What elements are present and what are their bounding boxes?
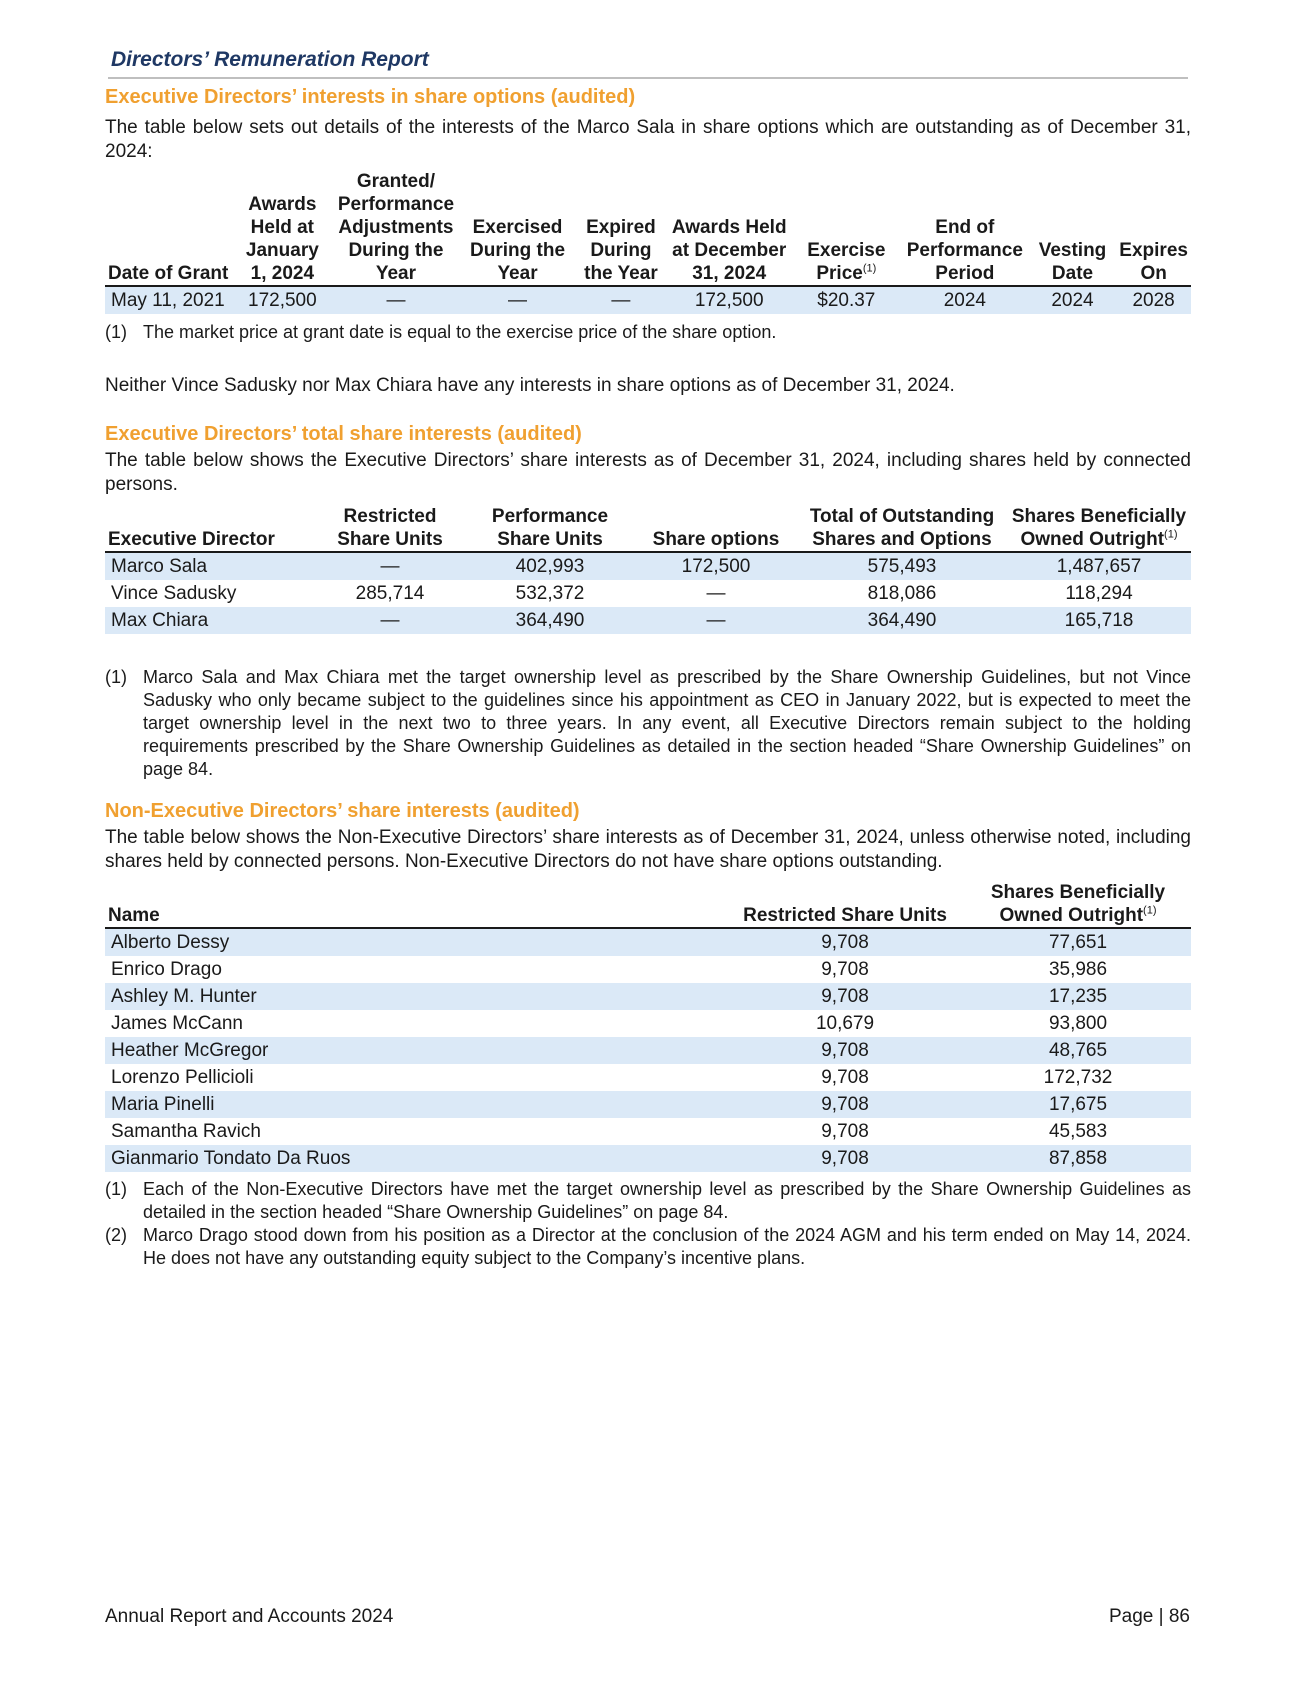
footnote-marker: (1) [1143,904,1157,917]
page-header-title: Directors’ Remuneration Report [111,48,429,71]
table-cell: 10,679 [815,1013,875,1034]
table-cell: Gianmario Tondato Da Ruos [105,1145,725,1172]
table-row [105,607,1191,634]
table-row [105,552,1191,580]
col-header: Restricted Share Units [315,505,465,552]
exec-interests-heading: Executive Directors’ total share interests (audited) [105,423,582,445]
col-header: Awards Held at January 1, 2024 [233,170,332,286]
table-cell: 402,993 [465,552,635,580]
table-cell: — [315,607,465,634]
table-cell: Marco Sala [105,552,315,580]
share-options-heading: Executive Directors’ interests in share options (audited) [105,86,636,108]
ned-interests-heading: Non-Executive Directors’ share interests (audited) [105,800,580,822]
table-cell: 2028 [1116,286,1191,314]
footnote-text: Marco Drago stood down from his position as a Director at the conclusion of the 2024 AGM and his term ended on May 14, 2024. He does not have any outstanding equity subject to the Company’s incentive plans. [143,1225,1191,1268]
table-row [105,1037,1191,1064]
share-options-note: Neither Vince Sadusky nor Max Chiara have any interests in share options as of December 31, 2024. [105,375,955,396]
table-cell: — [635,607,797,634]
table-row [105,580,1191,607]
table-cell: 818,086 [867,583,937,604]
col-header: Awards Held at December 31, 2024 [667,170,792,286]
table-cell: 9,708 [821,1067,869,1088]
table-cell: Max Chiara [105,607,315,634]
share-options-intro: The table below sets out details of the interests of the Marco Sala in share options which are outstanding as of December 31, 2024: [105,117,1191,162]
col-header: End of Performance Period [901,170,1029,286]
col-header: Share options [635,505,797,552]
table-cell: 1,487,657 [1007,552,1191,580]
ned-interests-header-row [105,881,1191,928]
table-cell: 9,708 [725,1145,965,1172]
exec-interests-intro: The table below shows the Executive Directors’ share interests as of December 31, 2024, including shares held by connected persons. [105,450,1191,495]
table-cell: 2024 [901,286,1029,314]
exec-interests-header-row [105,505,1191,552]
table-cell: 165,718 [1007,607,1191,634]
col-header: Name [105,881,725,928]
col-header: Date of Grant [105,170,233,286]
table-cell: 172,732 [1043,1067,1113,1088]
table-cell: 364,490 [465,607,635,634]
table-row [105,983,1191,1010]
exec-interests-table [105,505,1191,634]
table-cell: 118,294 [1065,583,1133,604]
table-cell: 2024 [1029,286,1117,314]
col-header [1007,505,1191,552]
table-cell: 172,500 [667,286,792,314]
ned-interests-footnote-2 [105,1224,1191,1270]
col-header [792,170,901,286]
header-divider [108,77,1188,79]
table-cell: — [575,286,666,314]
col-header: Granted/ Performance Adjustments During the Year [332,170,460,286]
table-cell: May 11, 2021 [105,286,233,314]
table-row [105,1118,1191,1145]
share-options-header-row [105,170,1191,286]
share-options-table [105,170,1191,314]
table-row [105,956,1191,983]
table-cell: 9,708 [725,928,965,956]
table-cell: 9,708 [821,1121,869,1142]
footnote-marker: (1) [862,262,877,275]
col-header: Exercised During the Year [460,170,575,286]
table-row [105,1091,1191,1118]
table-cell: Lorenzo Pellicioli [111,1067,254,1088]
col-header: Expired During the Year [575,170,666,286]
col-header-label: Shares Beneficially Owned Outright [990,882,1166,926]
table-cell: 575,493 [797,552,1007,580]
table-cell: 9,708 [725,1037,965,1064]
col-header-label: Shares Beneficially Owned Outright [1011,506,1187,550]
col-header: Total of Outstanding Shares and Options [797,505,1007,552]
table-cell: Samantha Ravich [111,1121,261,1142]
table-cell: 93,800 [1048,1013,1108,1034]
table-cell: — [706,583,726,604]
table-cell: $20.37 [792,286,901,314]
table-cell: Heather McGregor [105,1037,725,1064]
ned-interests-footnote-1 [105,1178,1191,1224]
col-header: Restricted Share Units [725,881,965,928]
table-cell: 48,765 [965,1037,1191,1064]
col-header-label: Exercise Price [807,240,886,284]
table-cell: 45,583 [1048,1121,1108,1142]
table-cell: 17,675 [965,1091,1191,1118]
table-cell: Ashley M. Hunter [105,983,725,1010]
table-cell: Maria Pinelli [105,1091,725,1118]
col-header [965,881,1191,928]
table-cell: 9,708 [725,983,965,1010]
table-cell: — [315,552,465,580]
table-cell: Alberto Dessy [105,928,725,956]
col-header: Executive Director [105,505,315,552]
table-row [105,1010,1191,1037]
table-cell: 9,708 [725,1091,965,1118]
footnote-number: (1) [105,667,127,687]
col-header: Performance Share Units [465,505,635,552]
footnote-text: Each of the Non-Executive Directors have met the target ownership level as prescribed by the Share Ownership Guidelines as detailed in the section headed “Share Ownership Guidelines” on page 84. [143,1179,1191,1222]
footnote-number: (1) [105,322,127,342]
table-row [105,1145,1191,1172]
table-row [105,928,1191,956]
exec-interests-footnote [105,666,1191,781]
table-cell: 172,500 [635,552,797,580]
table-row [105,286,1191,314]
table-cell: 17,235 [965,983,1191,1010]
ned-interests-table [105,881,1191,1172]
footnote-text: The market price at grant date is equal to the exercise price of the share option. [143,322,777,342]
footnote-number: (1) [105,1179,127,1199]
col-header: Vesting Date [1029,170,1117,286]
table-cell: 87,858 [965,1145,1191,1172]
ned-interests-intro: The table below shows the Non-Executive Directors’ share interests as of December 31, 2024, unless otherwise noted, including shares held by connected persons. Non-Executive Directors do not have share options outstanding. [105,827,1191,872]
table-cell: 364,490 [797,607,1007,634]
table-cell: 285,714 [355,583,425,604]
footer-page-number: Page | 86 [1108,1606,1190,1627]
share-options-footnote [105,321,1191,344]
footer-report-title: Annual Report and Accounts 2024 [105,1606,394,1627]
footnote-number: (2) [105,1225,127,1245]
footnote-text: Marco Sala and Max Chiara met the target ownership level as prescribed by the Share Ownership Guidelines, but not Vince Sadusky who only became subject to the guidelines since his appointment as CEO in January 2022, but is expected to meet the target ownership level in the next two to three years. In any event, all Executive Directors remain subject to the holding requirements prescribed by the Share Ownership Guidelines as detailed in the section headed “Share Ownership Guidelines” on page 84. [143,667,1191,779]
table-cell: 77,651 [965,928,1191,956]
table-cell: 172,500 [233,286,332,314]
table-cell: James McCann [111,1013,243,1034]
table-cell: — [460,286,575,314]
table-cell: Vince Sadusky [111,583,237,604]
table-cell: Enrico Drago [111,959,222,980]
table-cell: 532,372 [515,583,585,604]
table-row [105,1064,1191,1091]
table-cell: 9,708 [821,959,869,980]
table-cell: — [332,286,460,314]
col-header: Expires On [1116,170,1191,286]
table-cell: 35,986 [1048,959,1108,980]
footnote-marker: (1) [1164,528,1178,541]
